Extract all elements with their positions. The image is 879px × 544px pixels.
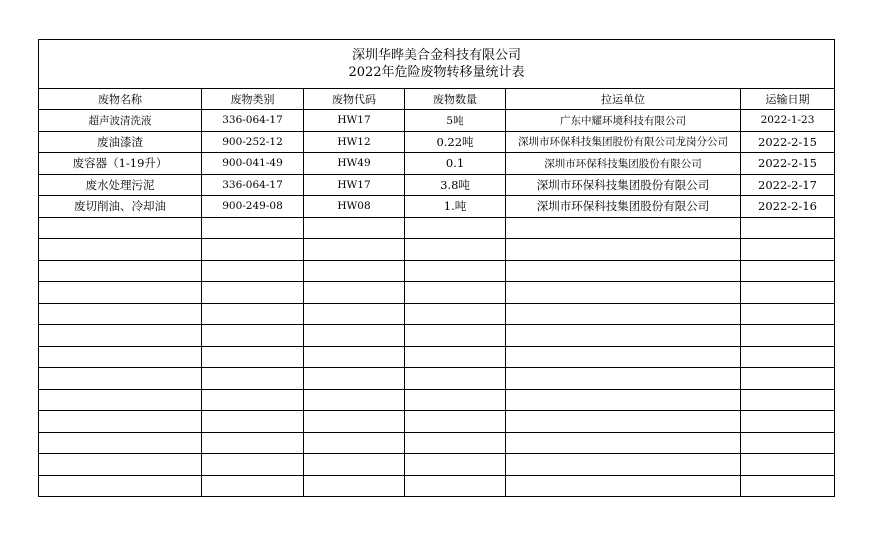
cell-transport-date	[741, 411, 835, 433]
cell-waste-code	[304, 260, 405, 282]
cell-transport-date: 2022-2-15	[741, 153, 835, 175]
cell-transport-date: 2022-2-17	[741, 174, 835, 196]
cell-waste-category	[202, 325, 304, 347]
cell-waste-category	[202, 260, 304, 282]
cell-waste-quantity	[405, 411, 506, 433]
empty-table-row	[39, 411, 835, 433]
cell-transport-date	[741, 475, 835, 497]
cell-waste-quantity	[405, 368, 506, 390]
cell-waste-name	[39, 475, 202, 497]
cell-transport-date	[741, 325, 835, 347]
cell-transport-company	[506, 368, 741, 390]
cell-waste-name	[39, 303, 202, 325]
cell-waste-name	[39, 346, 202, 368]
cell-waste-quantity	[405, 325, 506, 347]
cell-waste-name	[39, 239, 202, 261]
cell-transport-date	[741, 432, 835, 454]
cell-waste-name: 废油漆渣	[39, 131, 202, 153]
cell-waste-quantity	[405, 389, 506, 411]
cell-transport-date	[741, 346, 835, 368]
cell-waste-category: 900-249-08	[202, 196, 304, 218]
cell-waste-code	[304, 389, 405, 411]
empty-table-row	[39, 282, 835, 304]
empty-table-row	[39, 217, 835, 239]
cell-waste-name: 超声波清洗液	[39, 110, 202, 132]
cell-waste-category	[202, 475, 304, 497]
cell-transport-date	[741, 217, 835, 239]
cell-waste-quantity	[405, 475, 506, 497]
cell-transport-company	[506, 346, 741, 368]
empty-table-row	[39, 389, 835, 411]
cell-waste-code: HW08	[304, 196, 405, 218]
cell-transport-company	[506, 389, 741, 411]
cell-waste-code	[304, 239, 405, 261]
cell-transport-company	[506, 454, 741, 476]
cell-waste-name: 废水处理污泥	[39, 174, 202, 196]
cell-waste-category: 900-252-12	[202, 131, 304, 153]
cell-waste-quantity	[405, 260, 506, 282]
cell-transport-date	[741, 282, 835, 304]
cell-waste-code	[304, 282, 405, 304]
cell-waste-name	[39, 454, 202, 476]
cell-waste-name	[39, 432, 202, 454]
cell-waste-quantity	[405, 217, 506, 239]
cell-waste-quantity	[405, 432, 506, 454]
cell-transport-company: 广东中耀环境科技有限公司	[506, 110, 741, 132]
cell-waste-name	[39, 411, 202, 433]
cell-waste-quantity	[405, 282, 506, 304]
cell-waste-quantity: 5吨	[405, 110, 506, 132]
cell-waste-quantity	[405, 454, 506, 476]
cell-waste-code	[304, 368, 405, 390]
cell-waste-category	[202, 346, 304, 368]
cell-transport-date	[741, 389, 835, 411]
cell-waste-code	[304, 303, 405, 325]
cell-transport-date: 2022-1-23	[741, 110, 835, 132]
cell-waste-name	[39, 389, 202, 411]
statistics-sheet	[38, 39, 834, 497]
cell-waste-name	[39, 217, 202, 239]
cell-waste-name	[39, 282, 202, 304]
header-waste-category: 废物类别	[202, 89, 304, 110]
cell-transport-date: 2022-2-15	[741, 131, 835, 153]
cell-waste-quantity	[405, 346, 506, 368]
cell-waste-code	[304, 217, 405, 239]
table-row	[39, 153, 835, 175]
empty-rows	[39, 217, 835, 497]
cell-transport-company	[506, 217, 741, 239]
cell-waste-code: HW49	[304, 153, 405, 175]
cell-waste-category	[202, 239, 304, 261]
cell-waste-category	[202, 432, 304, 454]
header-row	[39, 89, 835, 110]
cell-waste-category	[202, 303, 304, 325]
report-title: 2022年危险废物转移量统计表	[348, 65, 525, 80]
cell-waste-name	[39, 260, 202, 282]
cell-waste-category	[202, 454, 304, 476]
header-waste-name: 废物名称	[39, 89, 202, 110]
cell-transport-date	[741, 239, 835, 261]
cell-waste-category	[202, 389, 304, 411]
empty-table-row	[39, 432, 835, 454]
cell-transport-company	[506, 282, 741, 304]
table-row	[39, 196, 835, 218]
cell-transport-company: 深圳市环保科技集团股份有限公司	[506, 174, 741, 196]
cell-transport-date	[741, 454, 835, 476]
empty-table-row	[39, 475, 835, 497]
cell-waste-category: 900-041-49	[202, 153, 304, 175]
cell-waste-quantity	[405, 303, 506, 325]
empty-table-row	[39, 454, 835, 476]
cell-waste-quantity: 0.22吨	[405, 131, 506, 153]
cell-waste-category	[202, 217, 304, 239]
empty-table-row	[39, 303, 835, 325]
empty-table-row	[39, 346, 835, 368]
header-waste-code: 废物代码	[304, 89, 405, 110]
header-transport-date: 运输日期	[741, 89, 835, 110]
cell-waste-code: HW12	[304, 131, 405, 153]
cell-transport-date: 2022-2-16	[741, 196, 835, 218]
cell-waste-category	[202, 282, 304, 304]
cell-waste-name: 废容器（1-19升）	[39, 153, 202, 175]
empty-table-row	[39, 239, 835, 261]
cell-waste-name	[39, 368, 202, 390]
cell-waste-category	[202, 368, 304, 390]
cell-transport-company: 深圳市环保科技集团股份有限公司	[506, 153, 741, 175]
cell-waste-name: 废切削油、冷却油	[39, 196, 202, 218]
table-row	[39, 174, 835, 196]
cell-transport-date	[741, 368, 835, 390]
cell-transport-company: 深圳市环保科技集团股份有限公司	[506, 196, 741, 218]
cell-waste-category	[202, 411, 304, 433]
cell-waste-category: 336-064-17	[202, 110, 304, 132]
cell-waste-code	[304, 432, 405, 454]
table-row	[39, 110, 835, 132]
cell-waste-code: HW17	[304, 174, 405, 196]
cell-waste-quantity: 0.1	[405, 153, 506, 175]
cell-waste-quantity	[405, 239, 506, 261]
table-row	[39, 131, 835, 153]
cell-transport-date	[741, 303, 835, 325]
empty-table-row	[39, 368, 835, 390]
cell-transport-company	[506, 260, 741, 282]
cell-waste-quantity: 1.吨	[405, 196, 506, 218]
cell-transport-company	[506, 239, 741, 261]
cell-waste-code	[304, 411, 405, 433]
cell-waste-code	[304, 346, 405, 368]
company-name: 深圳华晔美合金科技有限公司	[351, 48, 521, 63]
cell-waste-category: 336-064-17	[202, 174, 304, 196]
empty-table-row	[39, 260, 835, 282]
cell-transport-date	[741, 260, 835, 282]
cell-waste-name	[39, 325, 202, 347]
header-waste-quantity: 废物数量	[405, 89, 506, 110]
cell-transport-company	[506, 432, 741, 454]
cell-waste-code	[304, 325, 405, 347]
cell-waste-code: HW17	[304, 110, 405, 132]
cell-waste-code	[304, 454, 405, 476]
cell-transport-company	[506, 303, 741, 325]
table-title	[39, 40, 835, 89]
cell-transport-company: 深圳市环保科技集团股份有限公司龙岗分公司	[506, 131, 741, 153]
cell-transport-company	[506, 475, 741, 497]
waste-transfer-table	[38, 39, 835, 497]
empty-table-row	[39, 325, 835, 347]
header-transport-company: 拉运单位	[506, 89, 741, 110]
cell-waste-quantity: 3.8吨	[405, 174, 506, 196]
cell-waste-code	[304, 475, 405, 497]
cell-transport-company	[506, 325, 741, 347]
cell-transport-company	[506, 411, 741, 433]
